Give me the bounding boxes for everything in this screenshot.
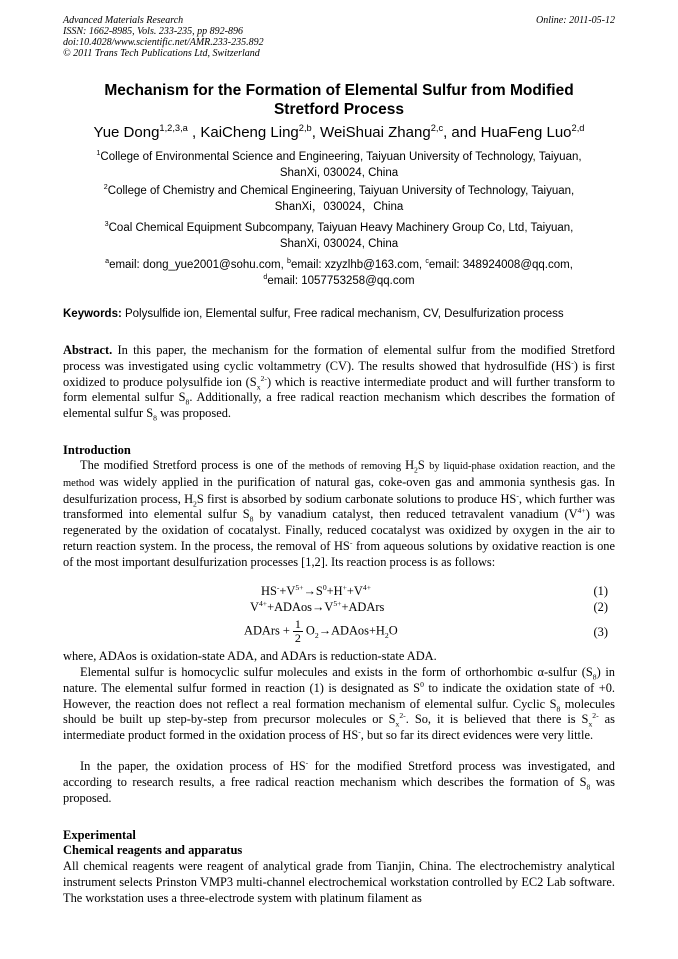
eq1-part-c: →S — [303, 584, 323, 598]
affiliation-3-mark: 3 — [104, 220, 109, 229]
equation-explanation: where, ADAos is oxidation-state ADA, and ADArs is reduction-state ADA. — [63, 649, 437, 663]
keywords-line — [63, 306, 615, 322]
abstract-sub-x: x — [256, 382, 261, 392]
experimental-heading: Experimental — [63, 828, 136, 842]
affiliation-1-line-2: ShanXi, 030024, China — [279, 167, 399, 179]
keywords-label: Keywords: — [63, 308, 122, 320]
issn-line: ISSN: 1662-8985, Vols. 233-235, pp 892-896 — [63, 26, 243, 37]
email-c[interactable]: email: 348924008@qq.com, — [428, 259, 573, 271]
introduction-paragraph-3 — [63, 759, 615, 806]
email-b-mark: b — [286, 257, 291, 266]
para2-sup-2minus-a: 2- — [399, 711, 406, 721]
eq3-sub-b: 2 — [314, 630, 319, 640]
author-2: , KaiCheng Ling — [187, 124, 299, 141]
abstract-label: Abstract. — [63, 343, 113, 357]
abstract-sub-8a: 8 — [185, 397, 190, 407]
email-a[interactable]: email: dong_yue2001@sohu.com, — [109, 259, 287, 271]
para3-text-1: In the paper, the oxidation process of HS — [80, 759, 306, 773]
eq1-sup-a: - — [276, 582, 280, 592]
para2-text-7: , but so far its direct evidences were very little. — [360, 728, 594, 743]
abstract-text-2: ) is first oxidized to produce polysulfide ion (S — [63, 358, 615, 389]
affiliation-3-line-2: ShanXi, 030024, China — [279, 238, 399, 250]
intro-sub-8: 8 — [249, 514, 254, 524]
eq2-part-a: V — [250, 600, 259, 614]
para2-sub-x-b: x — [588, 719, 593, 729]
para2-text-5: . So, it is believed that there is S — [405, 712, 589, 727]
author-list — [63, 124, 615, 142]
experimental-paragraph: All chemical reagents were reagent of analytical grade from Tianjin, China. The electrochemistry analytical instrument selects Prinston VMP3 multi-channel electrochemical workstation controlled by EC2 Lab software. The workstation uses a three-electrode system with platinum filament as — [63, 859, 615, 905]
abstract-text-1: In this paper, the mechanism for the formation of elemental sulfur from the modified Stretford process was investigated using cyclic voltammetry (CV). The results showed that hydrosulfide (HS — [63, 343, 615, 373]
author-3-affil: 2,c — [430, 123, 444, 133]
para2-text-2: ) in nature. The elemental sulfur formed in reaction (1) is designated as S — [63, 665, 615, 695]
para2-text-1: Elemental sulfur is homocyclic sulfur molecules and exists in the form of orthorhombic α-sulfur (S — [80, 665, 593, 679]
para3-text-2: for the modified Stretford process was investigated, and according to research results, a free radical reaction mechanism which describes the formation of S — [63, 759, 615, 789]
equation-1-number: (1) — [593, 584, 608, 598]
abstract-text-5: was proposed. — [157, 406, 231, 421]
title-line-2: Stretford Process — [273, 101, 405, 118]
equation-3-number: (3) — [593, 625, 608, 639]
intro-text-small-2: by liquid-phase oxidation reaction, and the method — [63, 461, 615, 489]
author-3: , WeiShuai Zhang — [311, 124, 431, 141]
para2-sup-2minus-b: 2- — [592, 711, 599, 721]
para2-text-3: to indicate the oxidation state of +0. However, the reaction does not reflect a real formation mechanism of elemental sulfur. Cyclic S — [63, 680, 616, 711]
abstract-text-4: . Additionally, a free radical reaction mechanism which describes the formation of elemental sulfur S — [63, 390, 616, 421]
abstract-sup-minus: - — [571, 357, 574, 367]
author-1: Yue Dong — [93, 124, 160, 141]
intro-sup-minus-b: - — [349, 537, 353, 547]
affiliation-2-line-2: ShanXi，030024，China — [274, 201, 404, 213]
affiliation-1-mark: 1 — [96, 149, 101, 158]
eq3-fraction — [293, 618, 303, 645]
para2-sub-8a: 8 — [592, 672, 597, 682]
affiliation-1 — [63, 149, 615, 181]
para2-text-4: molecules should be built up step-by-step from precursor molecules or S — [63, 696, 615, 727]
eq3-part-c: →ADAos+H — [318, 623, 385, 638]
eq3-sub-c: 2 — [384, 630, 389, 640]
intro-text-small-1: the methods of removing — [292, 461, 406, 472]
title-line-1: Mechanism for the Formation of Elemental Sulfur from Modified — [104, 82, 574, 99]
affiliation-2-line-1: College of Chemistry and Chemical Engineering, Taiyuan University of Technology, Taiyuan, — [107, 185, 575, 197]
intro-sup-4plus: 4+ — [577, 506, 586, 516]
eq3-part-a: ADArs + — [244, 623, 290, 638]
para2-text-6: as intermediate product formed in the oxidation process of HS — [63, 712, 615, 743]
journal-name: Advanced Materials Research — [63, 15, 184, 26]
para3-sup-minus: - — [305, 757, 309, 767]
affiliation-1-line-1: College of Environmental Science and Engineering, Taiyuan University of Technology, Taiyuan, — [100, 151, 582, 163]
eq1-sup-e: 4+ — [362, 582, 372, 592]
eq2-part-c: +ADArs — [341, 600, 385, 614]
email-c-mark: c — [425, 257, 429, 266]
running-header — [63, 15, 615, 59]
email-d-mark: d — [263, 273, 268, 282]
equation-3 — [244, 618, 398, 645]
abstract-sub-8b: 8 — [153, 413, 157, 423]
author-4-affil: 2,d — [571, 123, 585, 133]
abstract-sup-2minus: 2- — [260, 373, 267, 383]
abstract-text-3: ) which is reactive intermediate product and will further transform to form elemental sulfur S — [63, 374, 615, 405]
intro-sub-2a: 2 — [414, 465, 418, 475]
copyright-line: © 2011 Trans Tech Publications Ltd, Switzerland — [63, 48, 260, 59]
eq3-numerator: 1 — [294, 617, 301, 631]
author-1-affil: 1,2,3,a — [159, 123, 188, 133]
para2-sup-0: 0 — [420, 679, 424, 689]
equation-2-number: (2) — [593, 600, 608, 614]
eq3-part-b: O — [305, 623, 315, 638]
para2-sub-8b: 8 — [556, 704, 561, 714]
eq1-part-b: +V — [279, 584, 296, 598]
eq1-part-d: +H — [326, 584, 343, 598]
intro-text-2: was widely applied in the purification of natural gas, coke-oven gas and ammonia synthesis gas. In desulfurization process, H — [63, 474, 615, 506]
online-date: Online: 2011-05-12 — [536, 15, 615, 26]
para3-text-3: was proposed. — [63, 774, 616, 805]
affiliation-2-mark: 2 — [103, 183, 108, 192]
author-2-affil: 2,b — [298, 123, 312, 133]
eq2-sup-a: 4+ — [258, 598, 268, 608]
para3-sub-8: 8 — [586, 782, 591, 792]
email-b[interactable]: email: xzyzlhb@163.com, — [290, 259, 426, 271]
affiliation-2 — [63, 183, 615, 215]
eq2-part-b: +ADAos→V — [267, 600, 334, 614]
intro-sub-2b: 2 — [193, 499, 197, 509]
intro-text-4: , which further was transformed into elemental sulfur S — [63, 491, 615, 522]
eq1-sup-c: 0 — [322, 582, 327, 592]
eq1-sup-d: + — [342, 582, 347, 592]
para2-sup-minus: - — [358, 727, 361, 737]
author-4: , and HuaFeng Luo — [443, 124, 572, 141]
introduction-paragraph-1 — [63, 458, 615, 571]
para2-sub-x-a: x — [395, 719, 400, 729]
equation-2 — [250, 600, 384, 615]
intro-h: H — [405, 458, 415, 472]
introduction-paragraph-2 — [63, 665, 615, 744]
intro-text-3: S first is absorbed by sodium carbonate solutions to produce HS — [196, 491, 517, 506]
affiliation-3-line-1: Coal Chemical Equipment Subcompany, Taiyuan Heavy Machinery Group Co, Ltd, Taiyuan, — [108, 222, 574, 234]
keywords-text: Polysulfide ion, Elemental sulfur, Free radical mechanism, CV, Desulfurization process — [121, 308, 564, 320]
email-a-mark: a — [105, 257, 110, 266]
intro-text-5: by vanadium catalyst, then reduced tetravalent vanadium (V — [253, 507, 578, 522]
intro-sup-minus-a: - — [516, 490, 519, 500]
eq2-sup-b: 5+ — [333, 598, 342, 608]
reagents-subheading: Chemical reagents and apparatus — [63, 843, 243, 857]
eq1-sup-b: 5+ — [295, 582, 304, 592]
doi-line: doi:10.4028/www.scientific.net/AMR.233-235.892 — [63, 37, 264, 48]
paper-title — [63, 81, 615, 119]
intro-s: S — [417, 458, 430, 472]
email-d[interactable]: email: 1057753258@qq.com — [267, 275, 415, 287]
introduction-heading: Introduction — [63, 443, 131, 457]
eq3-part-d: O — [388, 623, 398, 638]
intro-text-6: ) was regenerated by the oxidation of cocatalyst. Finally, reduced cocatalyst was oxidized by oxygen in the air to return reaction system. In the process, the removal of HS — [63, 507, 615, 553]
intro-text-7: from aqueous solutions by oxidative reaction is one of the most important desulfurization processes [1,2]. Its reaction process is as follows: — [63, 538, 615, 569]
eq3-denominator: 2 — [294, 631, 301, 645]
email-block — [63, 257, 615, 289]
abstract-paragraph — [63, 343, 615, 422]
equation-1 — [261, 584, 371, 599]
intro-text-1: The modified Stretford process is one of — [80, 458, 293, 472]
eq1-part-e: +V — [346, 584, 363, 598]
affiliation-3 — [63, 220, 615, 252]
eq1-part-a: HS — [261, 584, 277, 598]
